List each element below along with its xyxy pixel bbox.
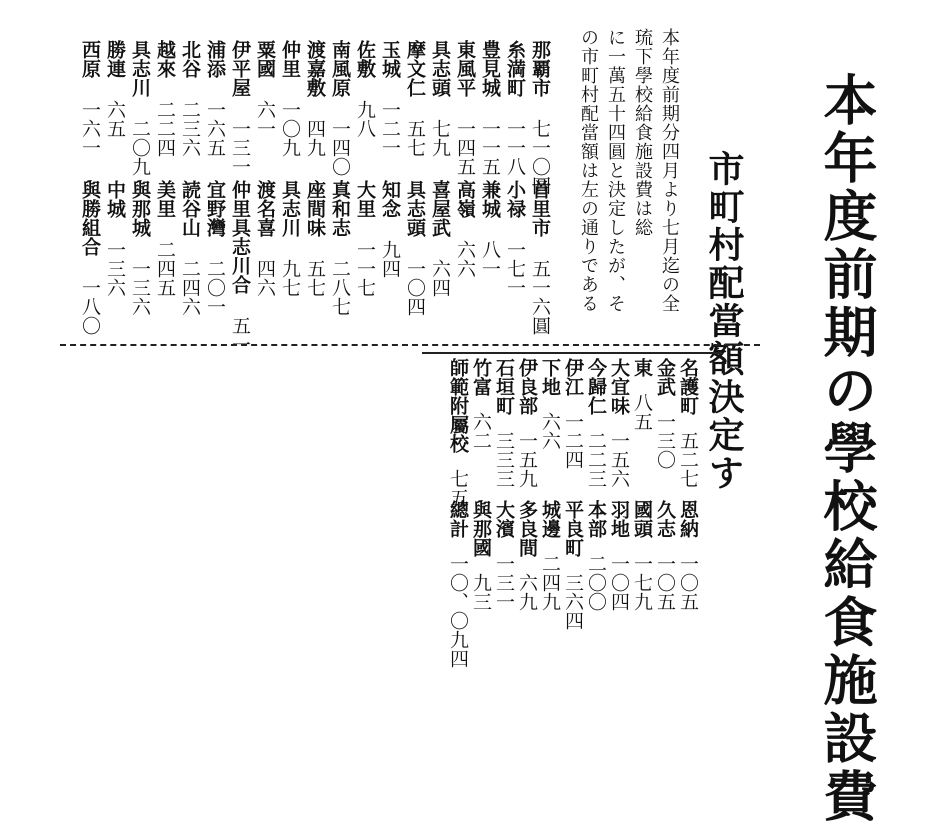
municipality-name: 羽地 [608,500,630,538]
allocation-entry [455,40,474,176]
municipality-name: 竹富 [470,358,492,396]
allocation-entry [678,500,697,611]
allocation-entry [280,40,299,157]
municipality-name: 仲里 [279,40,301,78]
allocation-amount: 六九 [516,573,538,611]
municipality-name: 具志頭 [404,180,426,237]
allocation-entry [480,40,499,176]
allocation-amount: 一一八 [504,119,526,176]
municipality-name: 渡名喜 [254,180,276,237]
allocation-amount: 一三〇 [654,412,676,469]
allocation-entry [494,500,513,611]
allocation-entry [80,180,99,335]
allocation-entry [505,180,524,297]
allocation-entry [655,500,674,611]
allocation-entry [105,180,124,297]
municipality-name: 石垣町 [493,358,515,415]
municipality-name: 具志頭 [429,40,451,97]
allocation-entry [405,180,424,316]
allocation-amount: 七一〇圓 [529,119,551,195]
allocation-entry [540,358,559,450]
allocation-entry [430,180,449,297]
allocation-entry [330,180,349,316]
allocation-amount: 一五六 [608,431,630,488]
allocation-entry [255,40,274,138]
allocation-entry [380,180,399,278]
allocation-amount: 六五 [104,100,126,138]
allocation-entry [305,180,324,297]
allocation-amount: 一〇、〇九四 [447,554,469,668]
allocation-entry [494,358,513,488]
municipality-name: 豊見城 [479,40,501,97]
allocation-entry [155,40,174,157]
municipality-name: 平良町 [562,500,584,557]
allocation-entry [230,40,249,176]
allocation-amount: 一七九 [631,554,653,611]
municipality-name: 兼城 [479,180,501,218]
allocation-entry [180,180,199,316]
municipality-name: 美里 [154,180,176,218]
allocation-amount: 一一七 [354,240,376,297]
allocation-entry [355,180,374,297]
allocation-amount: 二四九 [539,554,561,611]
allocation-amount: 九三 [470,573,492,611]
municipality-name: 名護町 [677,358,699,415]
municipality-name: 東風平 [454,40,476,97]
municipality-name: 與勝組合 [79,180,101,256]
municipality-name: 大里 [354,180,376,218]
municipality-name: 玉城 [379,40,401,78]
allocation-amount: 一六一 [79,100,101,157]
municipality-name: 知念 [379,180,401,218]
municipality-name: 伊良部 [516,358,538,415]
section-divider [60,344,760,346]
allocation-amount: 二〇九 [129,119,151,176]
municipality-name: 金武 [654,358,676,396]
allocation-amount: 一二四 [562,412,584,469]
municipality-name: 下地 [539,358,561,396]
allocation-amount: 二八七 [329,259,351,316]
allocation-entry [205,180,224,316]
allocation-entry [80,40,99,157]
allocation-amount: 一四〇 [329,119,351,176]
municipality-name: 大濱 [493,500,515,538]
allocation-entry [448,358,467,507]
allocation-amount: 三六四 [562,573,584,630]
municipality-name: 宜野灣 [204,180,226,237]
allocation-amount: 九四 [379,240,401,278]
municipality-name: 伊江 [562,358,584,396]
allocation-amount: 二〇〇 [585,554,607,611]
allocation-amount: 八一 [479,240,501,278]
allocation-entry [280,180,299,297]
municipality-name: 粟國 [254,40,276,78]
municipality-name: 真和志 [329,180,351,237]
allocation-entry [355,40,374,138]
allocation-amount: 四六 [254,259,276,297]
allocation-entry [330,40,349,176]
municipality-name: 西原 [79,40,101,78]
allocation-amount: 一〇五 [677,554,699,611]
allocation-amount: 一一五 [479,119,501,176]
allocation-amount: 三三三 [493,431,515,488]
allocation-amount: 六六 [454,240,476,278]
allocation-amount: 一三六 [104,240,126,297]
municipality-name: 糸満町 [504,40,526,97]
allocation-amount: 六六 [539,412,561,450]
allocation-amount: 二二四 [154,100,176,157]
allocation-entry [505,40,524,176]
municipality-name: 恩納 [677,500,699,538]
municipality-name: 渡嘉敷 [304,40,326,97]
allocation-amount: 一三一 [493,554,515,611]
allocation-amount: 一〇四 [404,259,426,316]
allocation-entry [530,180,549,335]
municipality-name: 高嶺 [454,180,476,218]
allocation-amount: 二三六 [179,100,201,157]
municipality-name: 東 [631,358,653,377]
municipality-name: 本部 [585,500,607,538]
allocation-amount: 六二 [470,412,492,450]
municipality-name: 南風原 [329,40,351,97]
municipality-name: 國頭 [631,500,653,538]
municipality-name: 今歸仁 [585,358,607,415]
municipality-name: 伊平屋 [229,40,251,97]
allocation-amount: 六一 [254,100,276,138]
headline: 本年度前期の學校給食施設費 [815,72,879,826]
municipality-name: 首里市 [529,180,551,237]
allocation-entry [448,500,467,668]
municipality-name: 多良間 [516,500,538,557]
allocation-entry [655,358,674,469]
municipality-name: 勝連 [104,40,126,78]
allocation-entry [130,180,149,316]
allocation-entry [471,358,490,450]
allocation-entry [609,500,628,611]
allocation-amount: 二四六 [179,259,201,316]
allocation-entry [480,180,499,278]
municipality-name: 總計 [447,500,469,538]
allocation-entry [155,180,174,297]
allocation-entry [540,500,559,611]
allocation-amount: 一三六 [129,259,151,316]
allocation-entry [517,358,536,488]
allocation-entry [455,180,474,278]
allocation-amount: 九八 [354,100,376,138]
intro-line-2: 琉下學校給食施設費は総 [632,28,653,237]
allocation-entry [430,40,449,157]
municipality-name: 具志川 [279,180,301,237]
municipality-name: 喜屋武 [429,180,451,237]
municipality-name: 具志川 [129,40,151,97]
allocation-amount: 一三一 [229,119,251,176]
allocation-entry [205,40,224,157]
allocation-entry [586,500,605,611]
municipality-name: 読谷山 [179,180,201,237]
allocation-entry [130,40,149,176]
municipality-name: 師範附屬校 [447,358,469,453]
allocation-amount: 一八〇 [79,278,101,335]
allocation-amount: 一六五 [204,100,226,157]
municipality-name: 摩文仁 [404,40,426,97]
allocation-entry [530,40,549,195]
allocation-entry [471,500,490,611]
allocation-amount: 一二一 [379,100,401,157]
municipality-name: 中城 [104,180,126,218]
subheadline: 市町村配當額決定す [703,150,745,492]
municipality-name: 城邊 [539,500,561,538]
allocation-amount: 一〇九 [279,100,301,157]
allocation-amount: 六四 [429,259,451,297]
allocation-amount: 五一六圓 [529,259,551,335]
allocation-entry [255,180,274,297]
intro-line-4: の市町村配當額は左の通りである [578,28,599,313]
allocation-amount: 四九 [304,119,326,157]
allocation-amount: 一七一 [504,240,526,297]
allocation-entry [632,500,651,611]
allocation-entry [563,500,582,630]
municipality-name: 與那城 [129,180,151,237]
allocation-amount: 一四五 [454,119,476,176]
allocation-entry [678,358,697,488]
intro-line-1: 本年度前期分四月より七月迄の全 [659,28,680,313]
allocation-amount: 九七 [279,259,301,297]
municipality-name: 北谷 [179,40,201,78]
allocation-amount: 一五九 [516,431,538,488]
allocation-amount: 八五 [631,393,653,431]
allocation-entry [563,358,582,469]
municipality-name: 仲里具志川合 [229,180,251,294]
allocation-amount: 二四五 [154,240,176,297]
allocation-entry [632,358,651,431]
municipality-name: 佐敷 [354,40,376,78]
allocation-entry [609,358,628,488]
allocation-amount: 七五 [447,469,469,507]
allocation-entry [405,40,424,157]
municipality-name: 越來 [154,40,176,78]
allocation-amount: 五一 [229,316,251,354]
allocation-amount: 五二七 [677,431,699,488]
municipality-name: 大宜味 [608,358,630,415]
allocation-entry [586,358,605,488]
allocation-amount: 一〇五 [654,554,676,611]
allocation-amount: 七九 [429,119,451,157]
allocation-amount: 二〇一 [204,259,226,316]
municipality-name: 小禄 [504,180,526,218]
allocation-entry [230,180,249,354]
allocation-entry [305,40,324,157]
municipality-name: 浦添 [204,40,226,78]
allocation-amount: 五七 [304,259,326,297]
municipality-name: 久志 [654,500,676,538]
allocation-amount: 五七 [404,119,426,157]
allocation-amount: 二二三 [585,431,607,488]
allocation-entry [105,40,124,138]
section-divider-right [422,352,722,354]
municipality-name: 與那國 [470,500,492,557]
allocation-entry [380,40,399,157]
municipality-name: 那覇市 [529,40,551,97]
allocation-entry [517,500,536,611]
municipality-name: 座間味 [304,180,326,237]
intro-line-3: に一萬五十四圓と決定したが、そ [605,28,626,313]
allocation-entry [180,40,199,157]
allocation-amount: 一〇四 [608,554,630,611]
